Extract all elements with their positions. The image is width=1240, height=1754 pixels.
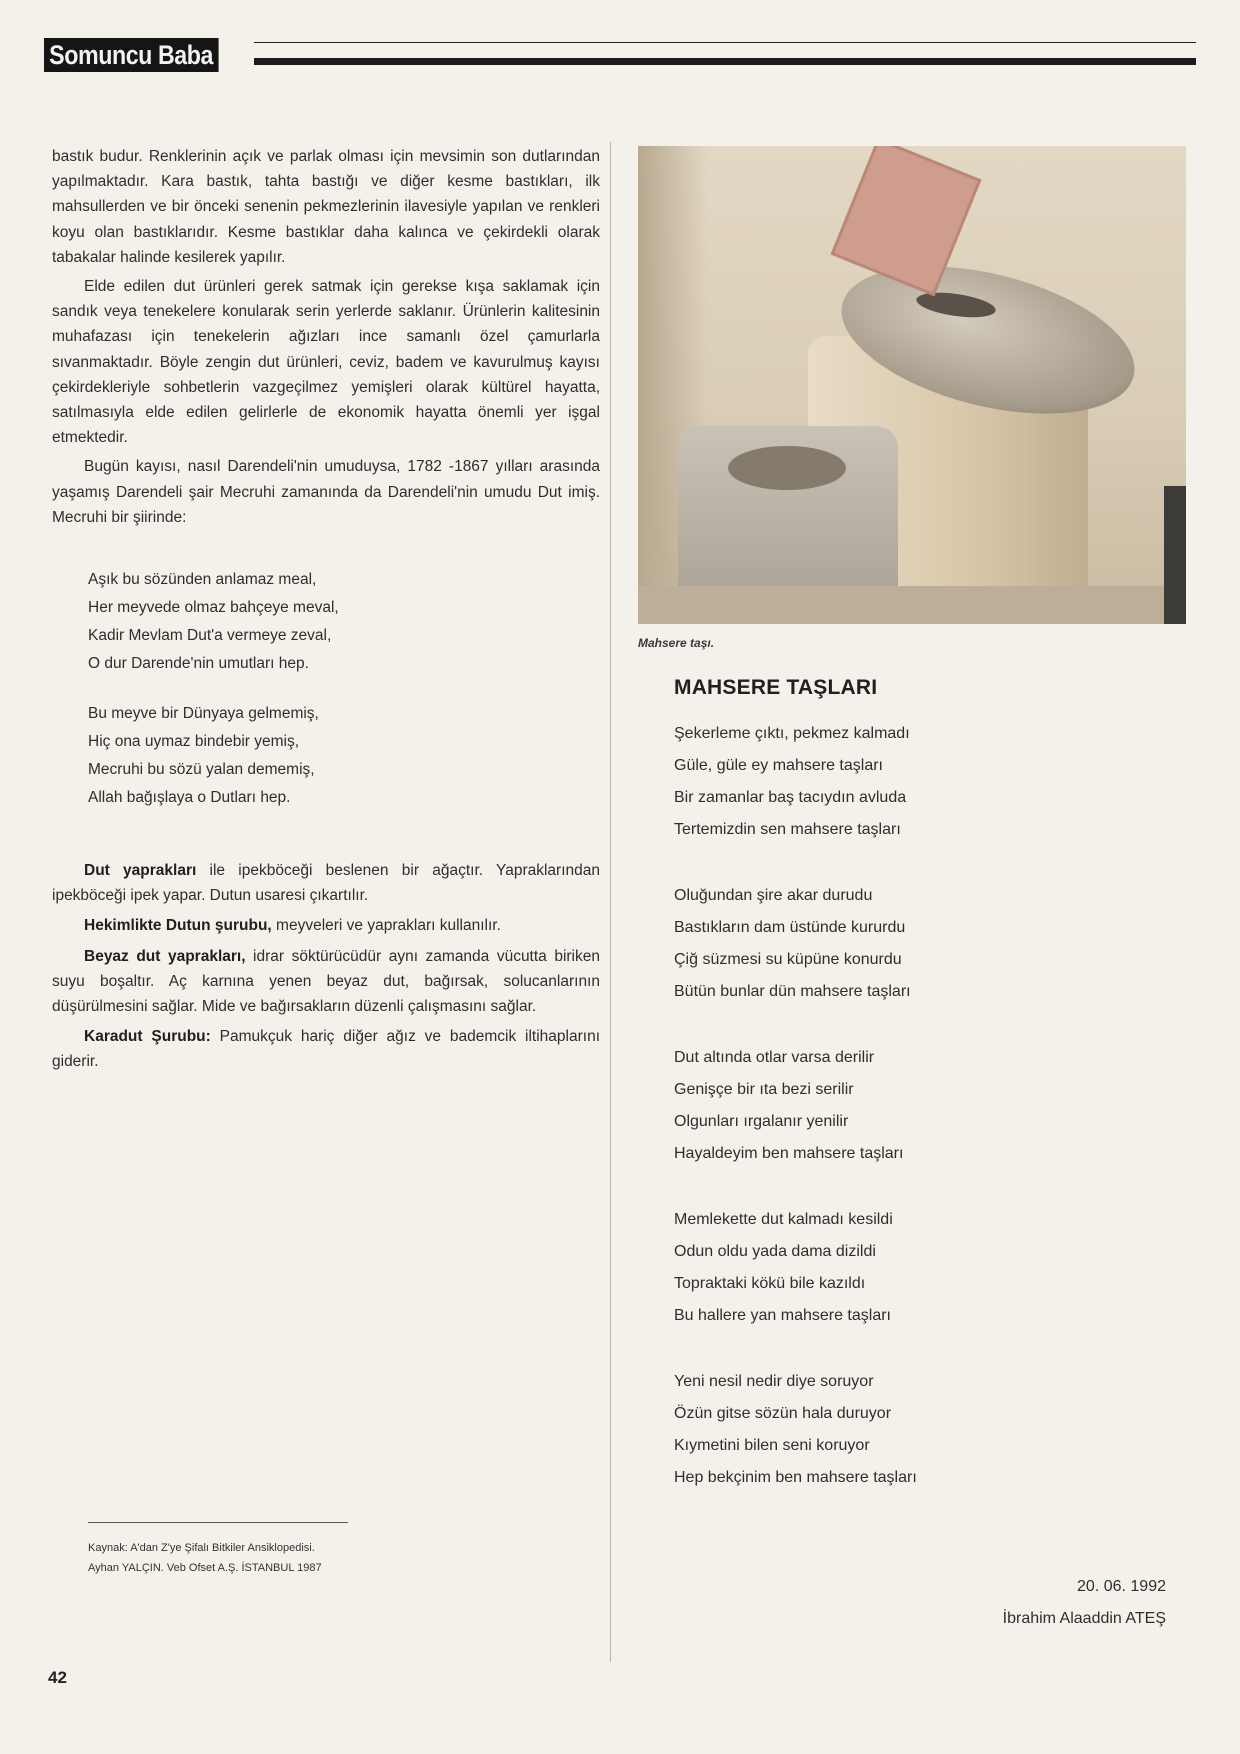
poem-line: Odun oldu yada dama dizildi — [674, 1243, 876, 1260]
definition-text: idrar söktürücüdür aynı zamanda vücutta biriken suyu boşaltır. Aç karnına yenen beyaz dut, bağırsak, solucanlarının düşürülmesini sağlar. Mide ve bağırsakların düzenli çalışmasını sağlar. — [52, 947, 600, 1016]
verse-line: Kadir Mevlam Dut'a vermeye zeval, — [88, 627, 332, 645]
definition-item — [52, 1024, 600, 1074]
verse-line: O dur Darende'nin umutları hep. — [88, 655, 309, 673]
mahsere-poem — [674, 718, 1194, 1528]
poem-stanza — [674, 1204, 1194, 1332]
poem-line: Özün gitse sözün hala duruyor — [674, 1405, 892, 1422]
poem-stanza — [674, 1366, 1194, 1494]
poem-author: İbrahim Alaaddin ATEŞ — [1002, 1610, 1166, 1627]
verse-line: Aşık bu sözünden anlamaz meal, — [88, 571, 317, 589]
poem-line: Hayaldeyim ben mahsere taşları — [674, 1145, 904, 1162]
definition-term: Hekimlikte Dutun şurubu, — [84, 917, 272, 935]
definition-term: Beyaz dut yaprakları, — [84, 947, 246, 965]
poem-line: Kıymetini bilen seni koruyor — [674, 1437, 870, 1454]
photo-ground — [638, 586, 1186, 624]
page-header — [44, 38, 1196, 72]
poem-stanza — [674, 718, 1194, 846]
verse-stanza — [88, 700, 600, 812]
column-separator — [610, 142, 611, 1662]
paragraph-mecruhi: Bugün kayısı, nasıl Darendeli'nin umuduysa, 1782 -1867 yılları arasında yaşamış Darendeli şair Mecruhi zamanında da Darendeli'nin umudu Dut imiş. Mecruhi bir şiirinde: — [52, 458, 600, 526]
poem-line: Güle, güle ey mahsere taşları — [674, 757, 883, 774]
poem-line: Olgunları ırgalanır yenilir — [674, 1113, 849, 1130]
definition-term: Dut yaprakları — [84, 862, 197, 880]
poem-line: Çiğ süzmesi su küpüne konurdu — [674, 951, 902, 968]
paragraph-bastik: bastık budur. Renklerinin açık ve parlak olması için mevsimin son dutlarından yapılmaktadır. Kara bastık, tahta bastığı ve diğer kesme bastıkları, ilk mahsullerden ve bir önceki senenin pekmezlerinin ilavesiyle yapılan ve renkleri koyu olan bastıklarıdır. Kesme bastıklar daha kalınca ve çekirdekli olarak tabakalar halinde kesilerek yapılır. — [52, 148, 600, 266]
photo-corner — [1164, 486, 1186, 624]
poem-stanza — [674, 880, 1194, 1008]
poem-stanza — [674, 1042, 1194, 1170]
poem-line: Bu hallere yan mahsere taşları — [674, 1307, 891, 1324]
verse-line: Allah bağışlaya o Dutları hep. — [88, 789, 291, 807]
poem-line: Dut altında otlar varsa derilir — [674, 1049, 875, 1066]
magazine-logo: Somuncu Baba — [44, 38, 218, 72]
definition-item — [52, 913, 600, 938]
definitions — [52, 858, 600, 1075]
mecruhi-verse — [52, 566, 600, 812]
poem-title: MAHSERE TAŞLARI — [674, 676, 878, 699]
definition-text: meyveleri ve yaprakları kullanılır. — [271, 917, 501, 935]
photo-caption: Mahsere taşı. — [638, 636, 715, 650]
poem-line: Bir zamanlar baş tacıydın avluda — [674, 789, 907, 806]
poem-line: Bastıkların dam üstünde kururdu — [674, 919, 906, 936]
verse-stanza — [88, 566, 600, 678]
poem-date: 20. 06. 1992 — [1077, 1578, 1166, 1595]
source-line: Kaynak: A'dan Z'ye Şifalı Bitkiler Ansiklopedisi. — [88, 1542, 315, 1554]
definition-text: Pamukçuk hariç diğer ağız ve bademcik iltihaplarını giderir. — [52, 1028, 601, 1071]
verse-line: Her meyvede olmaz bahçeye meval, — [88, 599, 339, 617]
left-column — [52, 144, 600, 1080]
paragraph-storage: Elde edilen dut ürünleri gerek satmak için gerekse kışa saklamak için sandık veya tenekelere konularak serin yerlerde saklanır. Ürünlerin kalitesinin muhafazası için tenekelerin ağızları ince samanlı özel çamurlarla sıvanmaktadır. Böyle zengin dut ürünleri, ceviz, badem ve kavurulmuş kayısı çekirdekleriyle sohbetlerin vazgeçilmez yemişleri olarak kültürel hayatta, satılmasıyla elde edilen gelirlerle de ekonomik hayatta önemli yer işgal etmektedir. — [52, 278, 600, 447]
poem-line: Hep bekçinim ben mahsere taşları — [674, 1469, 917, 1486]
verse-line: Bu meyve bir Dünyaya gelmemiş, — [88, 705, 319, 723]
definition-text: ile ipekböceği beslenen bir ağaçtır. Yapraklarından ipekböceği ipek yapar. Dutun usaresi çıkartılır. — [52, 862, 600, 905]
page-number: 42 — [48, 1668, 67, 1687]
poem-line: Memlekette dut kalmadı kesildi — [674, 1211, 893, 1228]
definition-term: Karadut Şurubu: — [84, 1028, 211, 1046]
header-rule-thin — [254, 42, 1196, 43]
verse-line: Hiç ona uymaz bindebir yemiş, — [88, 733, 300, 751]
mahsere-stone-photo — [638, 146, 1186, 624]
definition-item — [52, 858, 600, 908]
poem-line: Bütün bunlar dün mahsere taşları — [674, 983, 911, 1000]
poem-line: Şekerleme çıktı, pekmez kalmadı — [674, 725, 910, 742]
photo-basin-hole — [728, 446, 846, 490]
source-line: Ayhan YALÇIN. Veb Ofset A.Ş. İSTANBUL 1987 — [88, 1562, 322, 1574]
poem-line: Genişçe bir ıta bezi serilir — [674, 1081, 854, 1098]
verse-line: Mecruhi bu sözü yalan dememiş, — [88, 761, 315, 779]
poem-line: Topraktaki kökü bile kazıldı — [674, 1275, 866, 1292]
poem-line: Oluğundan şire akar durudu — [674, 887, 873, 904]
definition-item — [52, 944, 600, 1020]
header-rule-thick — [254, 58, 1196, 65]
source-note — [88, 1538, 322, 1578]
source-divider — [88, 1522, 348, 1523]
poem-line: Yeni nesil nedir diye soruyor — [674, 1373, 874, 1390]
poem-line: Tertemizdin sen mahsere taşları — [674, 821, 901, 838]
